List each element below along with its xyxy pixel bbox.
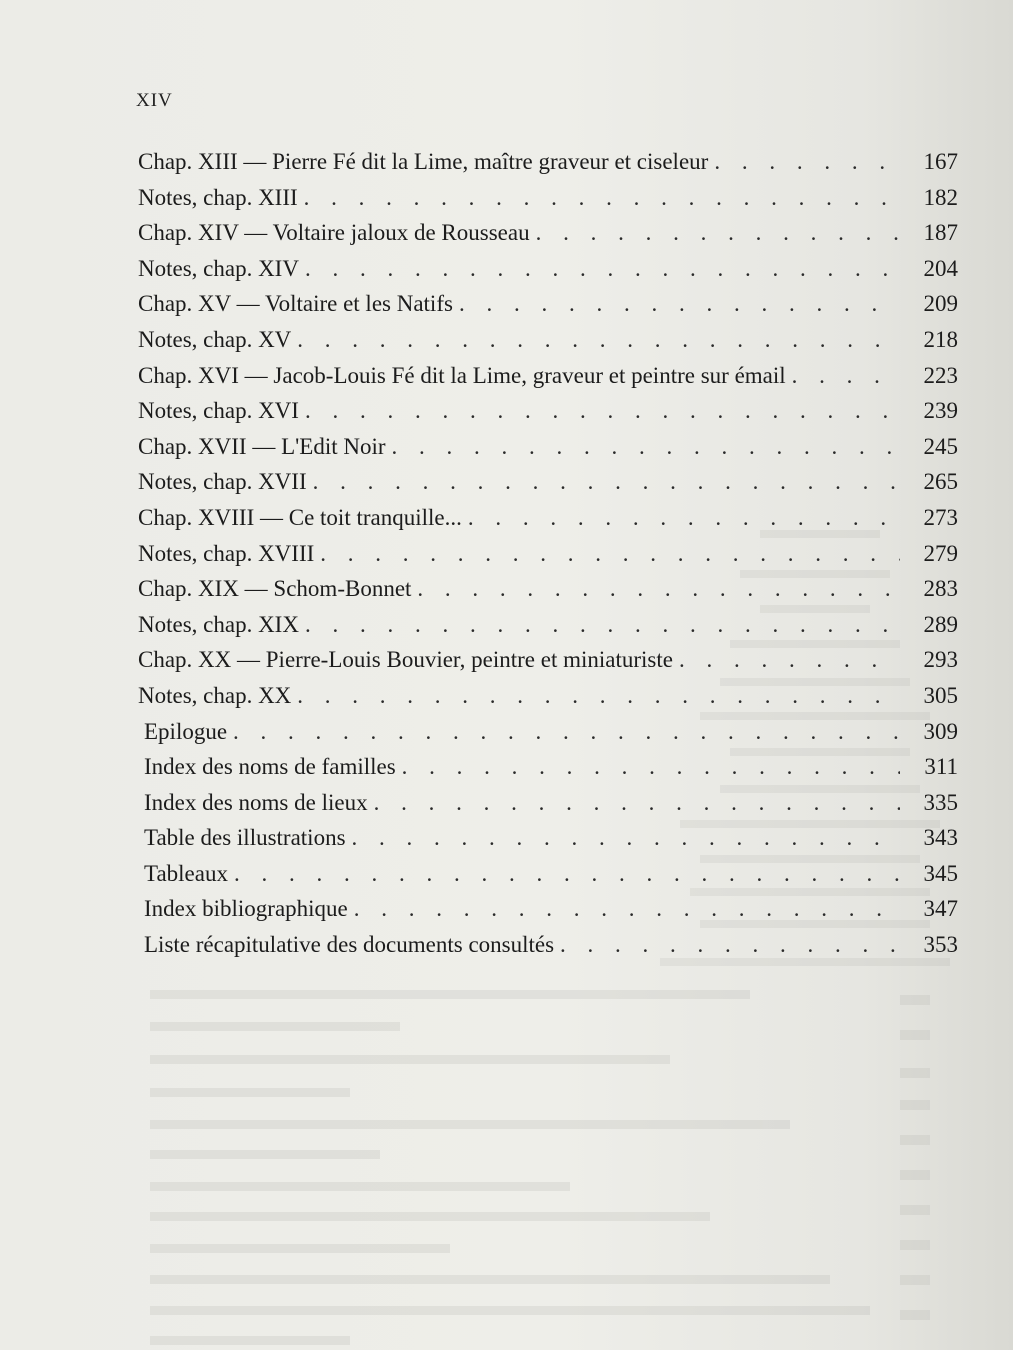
toc-entry-page: 289 <box>923 611 958 637</box>
toc-entry-title: Chap. XX — Pierre-Louis Bouvier, peintre et miniaturiste <box>138 647 673 673</box>
dot-leader <box>233 714 900 750</box>
toc-entry <box>138 358 958 394</box>
dot-leader <box>234 856 900 892</box>
toc-entry-title: Notes, chap. XVI <box>138 398 299 424</box>
toc-entry-page: 311 <box>924 754 958 780</box>
dot-leader <box>374 785 900 821</box>
toc-entry <box>138 856 958 892</box>
toc-entry <box>138 820 958 856</box>
table-of-contents <box>138 144 958 963</box>
toc-entry-page: 239 <box>923 398 958 424</box>
dot-leader <box>320 536 900 572</box>
toc-entry-title: Chap. XIV — Voltaire jaloux de Rousseau <box>138 220 530 246</box>
dot-leader <box>305 607 900 643</box>
dot-leader <box>459 286 900 322</box>
dot-leader <box>402 749 900 785</box>
toc-entry-title: Index bibliographique <box>144 896 348 922</box>
toc-entry <box>138 251 958 287</box>
page-number: XIV <box>136 90 173 111</box>
dot-leader <box>560 927 900 963</box>
toc-entry-title: Notes, chap. XIV <box>138 255 299 281</box>
toc-entry-title: Chap. XIII — Pierre Fé dit la Lime, maître graveur et ciseleur <box>138 149 709 174</box>
toc-entry <box>138 215 958 251</box>
toc-entry-page: 218 <box>923 326 958 352</box>
toc-entry-page: 293 <box>923 647 958 673</box>
toc-entry-page: 305 <box>923 682 958 708</box>
toc-entry-page: 245 <box>923 433 958 459</box>
toc-entry <box>138 144 958 180</box>
toc-entry <box>138 678 958 714</box>
toc-entry-page: 187 <box>923 220 958 246</box>
dot-leader <box>304 180 900 216</box>
toc-entry <box>138 286 958 322</box>
toc-entry-title: Notes, chap. XIII <box>138 184 298 210</box>
dot-leader <box>297 322 900 358</box>
toc-entry-title: Notes, chap. XVII <box>138 469 307 495</box>
toc-entry-page: 167 <box>923 149 958 174</box>
toc-entry-title: Tableaux <box>144 860 228 886</box>
toc-entry-title: Table des illustrations <box>144 825 346 851</box>
toc-entry <box>138 180 958 216</box>
dot-leader <box>392 429 900 465</box>
toc-entry <box>138 785 958 821</box>
dot-leader <box>354 891 900 927</box>
toc-entry-title: Chap. XVII — L'Edit Noir <box>138 433 386 459</box>
toc-entry <box>138 393 958 429</box>
toc-entry-title: Index des noms de familles <box>144 754 396 780</box>
dot-leader <box>313 464 900 500</box>
dot-leader <box>714 144 900 180</box>
dot-leader <box>792 358 900 394</box>
toc-entry-title: Notes, chap. XV <box>138 326 292 352</box>
dot-leader <box>352 820 900 856</box>
toc-entry-title: Chap. XVI — Jacob-Louis Fé dit la Lime, graveur et peintre sur émail <box>138 362 786 388</box>
dot-leader <box>536 215 900 251</box>
toc-entry-page: 265 <box>923 469 958 495</box>
toc-entry-title: Notes, chap. XIX <box>138 611 299 637</box>
toc-entry-page: 353 <box>923 932 958 958</box>
dot-leader <box>417 571 900 607</box>
toc-entry <box>138 927 958 963</box>
toc-entry <box>138 571 958 607</box>
toc-entry-page: 182 <box>923 184 958 210</box>
dot-leader <box>468 500 900 536</box>
toc-entry-title: Notes, chap. XVIII <box>138 540 315 566</box>
toc-entry <box>138 429 958 465</box>
toc-entry-page: 283 <box>923 576 958 602</box>
toc-entry-title: Epilogue <box>144 718 228 744</box>
toc-entry <box>138 749 958 785</box>
dot-leader <box>305 393 900 429</box>
toc-entry-title: Chap. XVIII — Ce toit tranquille... <box>138 504 462 530</box>
toc-entry-page: 279 <box>923 540 958 566</box>
toc-entry-page: 335 <box>923 789 958 815</box>
dot-leader <box>305 251 900 287</box>
dot-leader <box>679 642 900 678</box>
toc-entry-title: Liste récapitulative des documents consultés <box>144 932 555 958</box>
toc-entry-page: 209 <box>923 291 958 317</box>
toc-entry-page: 309 <box>923 718 958 744</box>
toc-entry-title: Chap. XV — Voltaire et les Natifs <box>138 291 453 317</box>
toc-entry-page: 343 <box>923 825 958 851</box>
toc-entry-page: 204 <box>923 255 958 281</box>
toc-entry-title: Notes, chap. XX <box>138 682 292 708</box>
toc-entry <box>138 891 958 927</box>
toc-entry <box>138 642 958 678</box>
toc-entry <box>138 714 958 750</box>
toc-entry-page: 273 <box>923 504 958 530</box>
dot-leader <box>297 678 900 714</box>
toc-entry <box>138 500 958 536</box>
toc-entry-page: 345 <box>923 860 958 886</box>
toc-entry-page: 223 <box>923 362 958 388</box>
toc-entry <box>138 322 958 358</box>
toc-entry-title: Index des noms de lieux <box>144 789 368 815</box>
toc-entry-page: 347 <box>923 896 958 922</box>
toc-entry <box>138 464 958 500</box>
toc-entry <box>138 607 958 643</box>
toc-entry-title: Chap. XIX — Schom-Bonnet <box>138 576 412 602</box>
toc-entry <box>138 536 958 572</box>
